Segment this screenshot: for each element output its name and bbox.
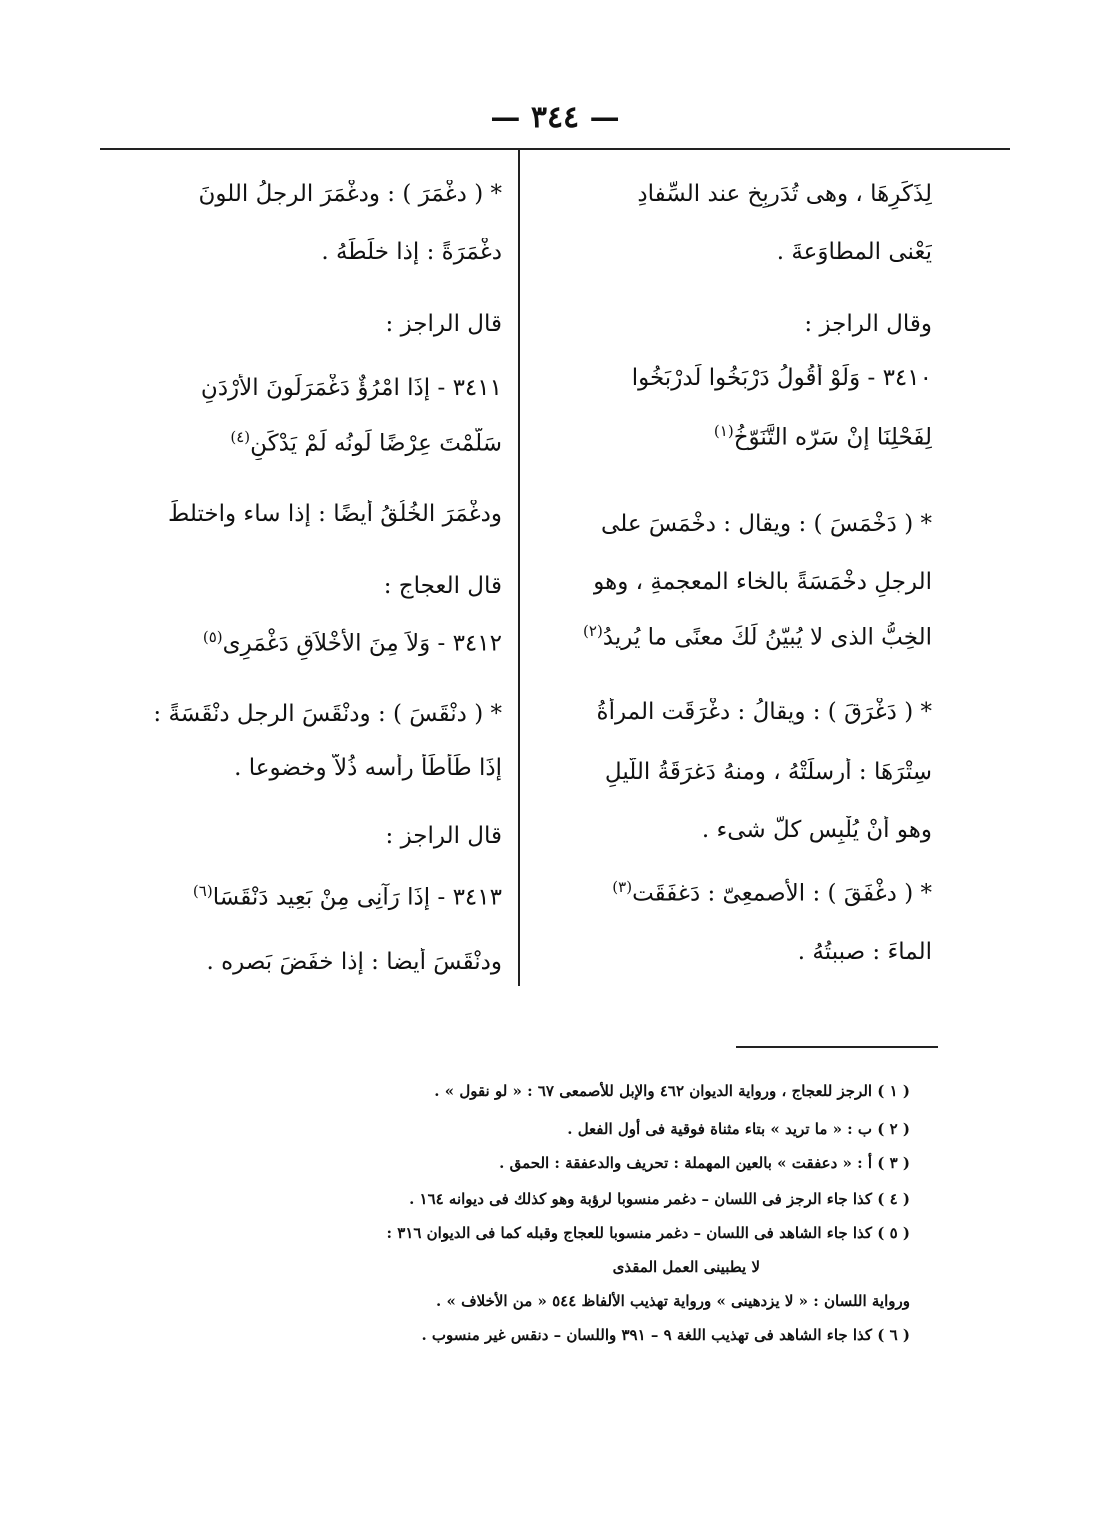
right-column-line	[702, 816, 932, 846]
right-column-line	[601, 510, 932, 540]
left-column-line	[203, 628, 502, 660]
footnote-marker: (٢)	[583, 622, 603, 640]
right-column-line	[777, 238, 932, 268]
footnote-line: ( ٢ ) ب : « ما تريد » بتاء مثناة فوقية فى أول الفعل .	[567, 1120, 910, 1138]
right-column-line	[597, 698, 932, 728]
right-column-line	[798, 938, 932, 968]
left-column-line-text: قال العجاج :	[383, 573, 502, 599]
footnote-line: ( ٦ ) كذا جاء الشاهد فى تهذيب اللغة ٩ – ٣٩١ واللسان – دنقس غير منسوب .	[421, 1326, 910, 1344]
right-column-line-text: * ( دغْفَقَ ) : الأصمعِىّ : دَغفَقَت	[632, 880, 932, 907]
footnote-line: ( ١ ) الرجز للعجاج ، ورواية الديوان ٤٦٢ والإبل للأصمعى ٦٧ : « لو نقول » .	[434, 1082, 910, 1100]
footnote-marker: (٦)	[192, 882, 213, 900]
left-column-line	[201, 374, 502, 404]
footnote-line: ( ٥ ) كذا جاء الشاهد فى اللسان – دغمر منسوبا للعجاج وقبله كما فى الديوان ٣١٦ :	[386, 1224, 910, 1242]
footnote-line: ( ٣ ) أ : « دعفقت » بالعين المهملة : تحريف والدعفقة : الحمق .	[499, 1154, 910, 1172]
right-column-line-text: يَعْنى المطاوَعةَ .	[776, 239, 932, 265]
right-column-line-text: سِتْرَهَا : أَرسلَتْهُ ، ومنهُ دَغرَقَةُ اللَّيلِ	[604, 759, 932, 785]
footnote-marker: (٤)	[230, 428, 251, 446]
left-column-line-text: ٣٤١٣ - إذَا رَآنِى مِنْ بَعِيد دَنْقَسَا	[212, 884, 502, 911]
left-column-line	[168, 500, 502, 530]
right-column-line-text: الخِبُّ الذى لا يُبيّنُ لَكَ معنًى ما يُريدُ	[602, 624, 932, 651]
header-rule	[100, 148, 1010, 150]
right-column-line-text: ٣٤١٠ - وَلَوْ أَقُولُ دَرْبَخُوا لَدرْبَخُوا	[631, 365, 932, 391]
right-column-line	[583, 622, 932, 654]
right-column-line-text: * ( دَغْرَقَ ) : ويقالُ : دغْرَقَت المرأةُ	[596, 699, 932, 725]
left-column-line-text: دغْمَرَةً : إذا خلَطَهُ .	[321, 239, 502, 265]
left-column-line	[153, 700, 502, 730]
footnote-marker: (٥)	[202, 628, 223, 646]
left-column-line	[321, 238, 502, 268]
left-column-line-text: ٣٤١١ - إذَا امْرُؤٌ دَغْمَرَلَونَ الأَرْدَنِ	[200, 375, 502, 401]
footnote-line: ( ٤ ) كذا جاء الرجز فى اللسان – دغمر منسوبا لرؤبة وهو كذلك فى ديوانه ١٦٤ .	[409, 1190, 910, 1208]
left-column-line-text: * ( دغْمَرَ ) : ودغْمَرَ الرجلُ اللونَ	[198, 181, 502, 207]
right-column-line	[804, 310, 932, 340]
column-divider	[518, 150, 520, 986]
left-column-line	[384, 572, 502, 602]
left-column-line	[386, 310, 502, 340]
left-column-line-text: قال الراجز :	[385, 823, 502, 849]
left-column-line	[386, 822, 502, 852]
left-column-line	[230, 428, 502, 460]
right-column-line	[632, 364, 932, 394]
right-column-line	[612, 878, 932, 910]
right-column-line	[593, 568, 932, 598]
right-column-line-text: لِذَكَرِهَا ، وهى تُدَربِخ عند السِّفادِ	[637, 181, 932, 207]
right-column-line-text: الماءَ : صببتُهُ .	[797, 939, 932, 965]
left-column-line-text: * ( دنْقَسَ ) : ودنْقَسَ الرجل دنْقَسَةً :	[153, 701, 502, 727]
footnote-rule	[736, 1046, 938, 1048]
left-column-line-text: ودغْمَرَ الخُلُقُ أيضًا : إذا ساء واختلطَ	[168, 501, 502, 527]
left-column-line-text: قال الراجز :	[385, 311, 502, 337]
right-column-line-text: الرجلِ دخْمَسَةً بالخاء المعجمةِ ، وهو	[593, 569, 932, 595]
left-column-line-text: ودنْقَسَ أيضا : إذا خفَضَ بَصره .	[206, 949, 502, 975]
right-column-line	[714, 422, 932, 454]
right-column-line	[605, 758, 932, 788]
right-column-line-text: لِفَحْلِنَا إنْ سَرّه التَّنَوّخُ	[733, 424, 932, 451]
footnote-line: لا يطبينى العمل المقذى	[612, 1258, 760, 1276]
left-column-line	[193, 882, 502, 914]
left-column-line-text: سَلَّمْتَ عِرْضًا لَونُه لَمْ يَدْكَنِ	[250, 430, 502, 457]
right-column-line	[637, 180, 932, 210]
left-column-line	[198, 180, 502, 210]
footnote-line: ورواية اللسان : « لا يزدهينى » ورواية تهذيب الألفاظ ٥٤٤ « من الأخلاف » .	[436, 1292, 910, 1310]
right-column-line-text: * ( دَخْمَسَ ) : ويقال : دخْمَسَ على	[601, 511, 932, 537]
footnote-marker: (٣)	[612, 878, 633, 896]
right-column-line-text: وقال الراجز :	[804, 311, 932, 337]
left-column-line	[206, 948, 502, 978]
page-number: — ٣٤٤ —	[490, 100, 620, 135]
left-column-line	[234, 754, 502, 784]
footnote-marker: (١)	[713, 422, 734, 440]
left-column-line-text: إذَا طَأْطَأَ رأسه ذُلاًّ وخضوعا .	[234, 755, 502, 781]
left-column-line-text: ٣٤١٢ - وَلاَ مِنَ الأَخْلاَقِ دَغْمَرِى	[222, 630, 502, 657]
right-column-line-text: وهو أنْ يُلْبِس كلَّ شىء .	[701, 817, 932, 843]
